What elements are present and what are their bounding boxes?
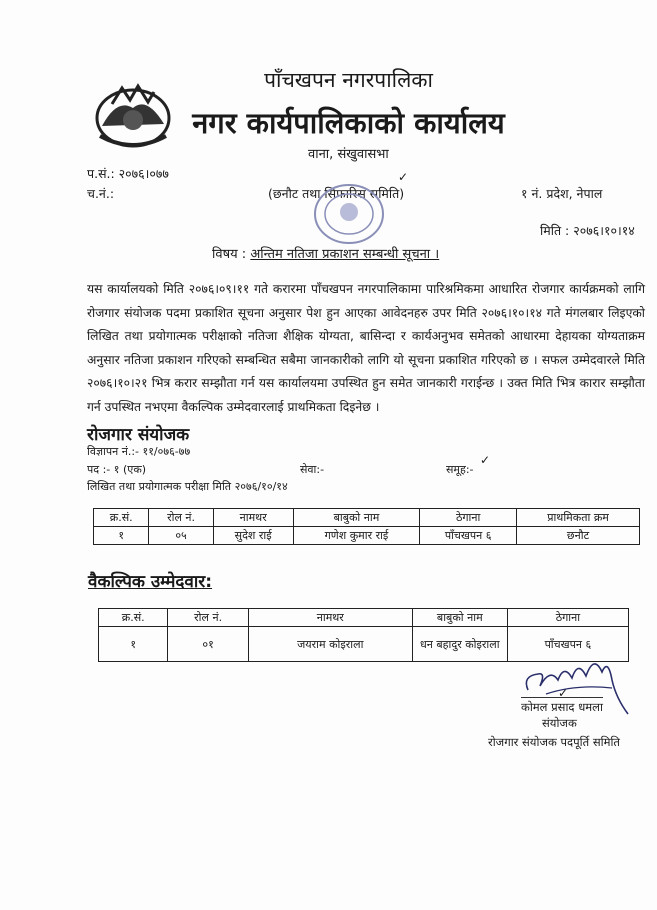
result-table: [93, 508, 640, 545]
table-cell: जयराम कोइराला: [248, 627, 412, 662]
table-cell: १: [94, 527, 149, 545]
table-cell: ०५: [149, 527, 213, 545]
group-label: समूह:-: [446, 463, 474, 476]
municipality-name: पाँचखपन नगरपालिका: [264, 68, 433, 92]
column-header: बाबुको नाम: [293, 509, 420, 527]
column-header: क्र.सं.: [99, 609, 168, 627]
subject-prefix: विषय :: [212, 247, 247, 262]
signatory-name: कोमल प्रसाद धमला: [521, 697, 603, 715]
table-cell: ०१: [168, 627, 248, 662]
office-stamp-icon: [312, 182, 386, 246]
advertisement-number: विज्ञापन नं.:- ११/०७६-७७: [87, 445, 191, 458]
column-header: प्राथमिकता क्रम: [517, 509, 640, 527]
province-label: १ नं. प्रदेश, नेपाल: [521, 186, 603, 201]
notice-body: यस कार्यालयको मिति २०७६।०९।११ गते करारमा पाँचखपन नगरपालिकामा पारिश्रमिकमा आधारित रोजगार कार्यक्रमको लागि रोजगार संयोजक पदमा प्रकाशित सूचना अनुसार पेश हुन आएका आवेदनहरु उपर मिति २०७६।१०।१४ गते मंगलबार लिइएको लिखित तथा प्रयोगात्मक परीक्षाको नतिजा शैक्षिक योग्यता, बासिन्दा र कार्यअनुभव समेतको आधारमा देहायका योग्यताक्रम अनुसार नतिजा प्रकाशन गरिएको सम्बन्धित सबैमा जानकारीको लागि यो सूचना प्रकाशित गरिएको छ । सफल उम्मेदवारले मिति २०७६।१०।२१ भित्र करार सम्झौता गर्न यस कार्यालयमा उपस्थित हुन समेत जानकारी गराईन्छ । उक्त मिति भित्र कारार सम्झौता गर्न उपस्थित नभएमा वैकल्पिक उम्मेदवारलाई प्राथमिकता दिइनेछ ।: [87, 282, 645, 414]
alternate-candidates-heading: वैकल्पिक उम्मेदवार:: [88, 572, 213, 592]
column-header: ठेगाना: [507, 609, 628, 627]
subject-line: [212, 244, 439, 262]
table-cell: पाँचखपन ६: [420, 527, 517, 545]
signatory-committee: रोजगार संयोजक पदपूर्ति समिति: [488, 735, 620, 749]
office-name: नगर कार्यपालिकाको कार्यालय: [192, 106, 505, 140]
notice-date: मिति : २०७६।१०।१४: [540, 223, 635, 238]
table-cell: पाँचखपन ६: [507, 627, 628, 662]
service-label: सेवा:-: [300, 463, 325, 476]
column-header: रोल नं.: [149, 509, 213, 527]
subject-text: अन्तिम नतिजा प्रकाशन सम्बन्धी सूचना ।: [250, 247, 440, 262]
tick-mark-icon: ✓: [398, 170, 409, 184]
column-header: रोल नं.: [168, 609, 248, 627]
committee-label: (छनौट तथा सिफारिस समिति): [268, 186, 405, 201]
column-header: बाबुको नाम: [412, 609, 507, 627]
table-header-row: [99, 609, 629, 627]
position-title: रोजगार संयोजक: [87, 425, 190, 445]
column-header: ठेगाना: [420, 509, 517, 527]
reference-number: प.सं.: २०७६।०७७: [87, 166, 169, 181]
tick-mark-icon: ✓: [480, 453, 491, 467]
table-cell: छनौट: [517, 527, 640, 545]
dispatch-number: च.नं.:: [87, 186, 115, 201]
table-row: [94, 527, 640, 545]
exam-date: लिखित तथा प्रयोगात्मक परीक्षा मिति २०७६/१०/१४: [87, 480, 288, 493]
table-cell: गणेश कुमार राई: [293, 527, 420, 545]
table-cell: १: [99, 627, 168, 662]
office-address: वाना, संखुवासभा: [308, 147, 389, 162]
tick-mark-icon: ✓: [558, 686, 569, 700]
table-cell: सुदेश राई: [213, 527, 293, 545]
column-header: क्र.सं.: [94, 509, 149, 527]
column-header: नामथर: [248, 609, 412, 627]
column-header: नामथर: [213, 509, 293, 527]
signatory-title: संयोजक: [542, 716, 577, 730]
table-cell: धन बहादुर कोइराला: [412, 627, 507, 662]
post-count: पद :- १ (एक): [87, 463, 147, 476]
table-header-row: [94, 509, 640, 527]
